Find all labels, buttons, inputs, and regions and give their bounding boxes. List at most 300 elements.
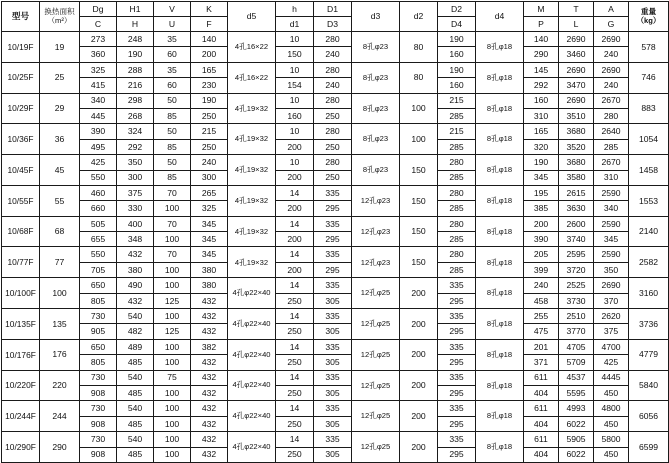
- d3-cell: 12孔φ25: [352, 278, 400, 309]
- D4-cell: 295: [438, 416, 476, 431]
- d3-cell: 12孔φ23: [352, 216, 400, 247]
- k-cell: 190: [191, 93, 228, 108]
- header-weight-line2: （kg）: [636, 15, 661, 25]
- table-row: [2, 124, 669, 139]
- h-cell: 432: [117, 293, 154, 308]
- m-cell: 611: [524, 432, 559, 447]
- area-cell: 45: [40, 155, 80, 186]
- weight-cell: 2582: [629, 247, 669, 278]
- D3-cell: 295: [314, 201, 352, 216]
- table-row-sub: [2, 47, 669, 62]
- D4-cell: 160: [438, 47, 476, 62]
- d5-cell: 4孔φ22×40: [228, 278, 276, 309]
- header-row-top: [2, 2, 669, 17]
- D4-cell: 295: [438, 385, 476, 400]
- u-cell: 60: [154, 47, 191, 62]
- h1-cell: 540: [117, 309, 154, 324]
- k-cell: 432: [191, 432, 228, 447]
- table-row-sub: [2, 385, 669, 400]
- d4-cell: 8孔φ18: [476, 278, 524, 309]
- v-cell: 100: [154, 339, 191, 354]
- D3-cell: 250: [314, 108, 352, 123]
- m-cell: 195: [524, 185, 559, 200]
- t-cell: 2690: [559, 32, 594, 47]
- D1-cell: 335: [314, 216, 352, 231]
- k-cell: 240: [191, 155, 228, 170]
- header-v: V: [154, 2, 191, 17]
- p-cell: 290: [524, 47, 559, 62]
- table-row-sub: [2, 78, 669, 93]
- weight-cell: 1458: [629, 155, 669, 186]
- v-cell: 70: [154, 247, 191, 262]
- a-cell: 4800: [594, 401, 629, 416]
- l-cell: 3740: [559, 232, 594, 247]
- dg-cell: 460: [80, 185, 117, 200]
- c-cell: 905: [80, 324, 117, 339]
- D2-cell: 335: [438, 278, 476, 293]
- hh-cell: 10: [276, 32, 314, 47]
- u-cell: 85: [154, 108, 191, 123]
- p-cell: 310: [524, 108, 559, 123]
- c-cell: 445: [80, 108, 117, 123]
- D4-cell: 285: [438, 170, 476, 185]
- d2-cell: 200: [400, 370, 438, 401]
- m-cell: 190: [524, 155, 559, 170]
- table-row: [2, 401, 669, 416]
- h1-cell: 490: [117, 278, 154, 293]
- d3-cell: 8孔φ23: [352, 155, 400, 186]
- a-cell: 4445: [594, 370, 629, 385]
- table-row-sub: [2, 262, 669, 277]
- hh-cell: 14: [276, 185, 314, 200]
- dg-cell: 730: [80, 401, 117, 416]
- t-cell: 2525: [559, 278, 594, 293]
- d2-cell: 150: [400, 155, 438, 186]
- k-cell: 215: [191, 124, 228, 139]
- l-cell: 3460: [559, 47, 594, 62]
- D1-cell: 335: [314, 247, 352, 262]
- d4-cell: 8孔φ18: [476, 339, 524, 370]
- table-row: [2, 32, 669, 47]
- v-cell: 100: [154, 278, 191, 293]
- m-cell: 205: [524, 247, 559, 262]
- l-cell: 3770: [559, 324, 594, 339]
- header-p: P: [524, 17, 559, 32]
- g-cell: 280: [594, 108, 629, 123]
- weight-cell: 746: [629, 62, 669, 93]
- header-l: L: [559, 17, 594, 32]
- u-cell: 100: [154, 385, 191, 400]
- D4-cell: 285: [438, 139, 476, 154]
- u-cell: 85: [154, 170, 191, 185]
- k-cell: 432: [191, 370, 228, 385]
- d1-cell: 200: [276, 201, 314, 216]
- k-cell: 432: [191, 401, 228, 416]
- header-h1: H1: [117, 2, 154, 17]
- m-cell: 165: [524, 124, 559, 139]
- D2-cell: 215: [438, 93, 476, 108]
- weight-cell: 2140: [629, 216, 669, 247]
- p-cell: 371: [524, 355, 559, 370]
- c-cell: 805: [80, 293, 117, 308]
- d5-cell: 4孔φ22×40: [228, 370, 276, 401]
- g-cell: 450: [594, 416, 629, 431]
- header-d2: d2: [400, 2, 438, 32]
- d5-cell: 4孔19×32: [228, 185, 276, 216]
- d3-cell: 12孔φ25: [352, 370, 400, 401]
- k-cell: 345: [191, 216, 228, 231]
- g-cell: 450: [594, 447, 629, 462]
- D2-cell: 280: [438, 247, 476, 262]
- weight-cell: 578: [629, 32, 669, 63]
- dg-cell: 550: [80, 247, 117, 262]
- t-cell: 4993: [559, 401, 594, 416]
- header-area: [40, 2, 80, 32]
- h-cell: 268: [117, 108, 154, 123]
- model-cell: 10/45F: [2, 155, 40, 186]
- m-cell: 140: [524, 32, 559, 47]
- d3-cell: 12孔φ25: [352, 432, 400, 463]
- g-cell: 310: [594, 170, 629, 185]
- a-cell: 2670: [594, 155, 629, 170]
- table-row: [2, 370, 669, 385]
- l-cell: 3720: [559, 262, 594, 277]
- v-cell: 100: [154, 432, 191, 447]
- D4-cell: 285: [438, 201, 476, 216]
- d3-cell: 12孔φ23: [352, 247, 400, 278]
- t-cell: 2690: [559, 93, 594, 108]
- d3-cell: 12孔φ23: [352, 185, 400, 216]
- h1-cell: 540: [117, 401, 154, 416]
- table-row-sub: [2, 170, 669, 185]
- d4-cell: 8孔φ18: [476, 401, 524, 432]
- header-dg: Dg: [80, 2, 117, 17]
- p-cell: 320: [524, 139, 559, 154]
- D3-cell: 305: [314, 416, 352, 431]
- model-cell: 10/77F: [2, 247, 40, 278]
- dg-cell: 650: [80, 278, 117, 293]
- f-cell: 230: [191, 78, 228, 93]
- table-row: [2, 339, 669, 354]
- table-row: [2, 278, 669, 293]
- model-cell: 10/244F: [2, 401, 40, 432]
- m-cell: 200: [524, 216, 559, 231]
- d3-cell: 8孔φ23: [352, 93, 400, 124]
- v-cell: 35: [154, 62, 191, 77]
- d1-cell: 250: [276, 293, 314, 308]
- D4-cell: 285: [438, 108, 476, 123]
- d5-cell: 4孔φ22×40: [228, 339, 276, 370]
- h1-cell: 540: [117, 370, 154, 385]
- D4-cell: 295: [438, 324, 476, 339]
- d4-cell: 8孔φ18: [476, 62, 524, 93]
- header-area-line1: 换热面积: [44, 6, 75, 16]
- D3-cell: 305: [314, 385, 352, 400]
- c-cell: 705: [80, 262, 117, 277]
- h-cell: 348: [117, 232, 154, 247]
- hh-cell: 14: [276, 370, 314, 385]
- f-cell: 432: [191, 447, 228, 462]
- f-cell: 250: [191, 108, 228, 123]
- a-cell: 2590: [594, 216, 629, 231]
- c-cell: 360: [80, 47, 117, 62]
- area-cell: 77: [40, 247, 80, 278]
- weight-cell: 883: [629, 93, 669, 124]
- d1-cell: 250: [276, 385, 314, 400]
- model-cell: 10/68F: [2, 216, 40, 247]
- header-weight: [629, 2, 669, 32]
- hh-cell: 14: [276, 216, 314, 231]
- k-cell: 345: [191, 247, 228, 262]
- header-c: C: [80, 17, 117, 32]
- a-cell: 2590: [594, 247, 629, 262]
- c-cell: 495: [80, 139, 117, 154]
- D2-cell: 280: [438, 216, 476, 231]
- area-cell: 25: [40, 62, 80, 93]
- D3-cell: 240: [314, 47, 352, 62]
- table-row-sub: [2, 139, 669, 154]
- f-cell: 432: [191, 324, 228, 339]
- model-cell: 10/19F: [2, 32, 40, 63]
- h-cell: 380: [117, 262, 154, 277]
- d4-cell: 8孔φ18: [476, 32, 524, 63]
- d3-cell: 8孔φ23: [352, 124, 400, 155]
- hh-cell: 14: [276, 309, 314, 324]
- d5-cell: 4孔φ22×40: [228, 401, 276, 432]
- dg-cell: 650: [80, 339, 117, 354]
- d4-cell: 8孔φ18: [476, 185, 524, 216]
- dg-cell: 390: [80, 124, 117, 139]
- c-cell: 908: [80, 416, 117, 431]
- d5-cell: 4孔φ22×40: [228, 309, 276, 340]
- header-area-line2: （m²）: [47, 15, 72, 25]
- v-cell: 70: [154, 185, 191, 200]
- d4-cell: 8孔φ18: [476, 432, 524, 463]
- weight-cell: 5840: [629, 370, 669, 401]
- d4-cell: 8孔φ18: [476, 309, 524, 340]
- c-cell: 660: [80, 201, 117, 216]
- g-cell: 340: [594, 201, 629, 216]
- d5-cell: 4孔19×32: [228, 216, 276, 247]
- d3-cell: 12孔φ25: [352, 309, 400, 340]
- area-cell: 19: [40, 32, 80, 63]
- d1-cell: 250: [276, 324, 314, 339]
- D3-cell: 305: [314, 324, 352, 339]
- h-cell: 190: [117, 47, 154, 62]
- g-cell: 240: [594, 47, 629, 62]
- d2-cell: 150: [400, 216, 438, 247]
- t-cell: 5905: [559, 432, 594, 447]
- d2-cell: 200: [400, 432, 438, 463]
- table-row-sub: [2, 293, 669, 308]
- g-cell: 345: [594, 232, 629, 247]
- k-cell: 140: [191, 32, 228, 47]
- u-cell: 100: [154, 447, 191, 462]
- c-cell: 550: [80, 170, 117, 185]
- g-cell: 375: [594, 324, 629, 339]
- d1-cell: 150: [276, 47, 314, 62]
- v-cell: 100: [154, 309, 191, 324]
- m-cell: 145: [524, 62, 559, 77]
- hh-cell: 10: [276, 62, 314, 77]
- t-cell: 2690: [559, 62, 594, 77]
- d1-cell: 154: [276, 78, 314, 93]
- u-cell: 125: [154, 293, 191, 308]
- model-cell: 10/176F: [2, 339, 40, 370]
- d4-cell: 8孔φ18: [476, 247, 524, 278]
- area-cell: 36: [40, 124, 80, 155]
- m-cell: 160: [524, 93, 559, 108]
- a-cell: 2690: [594, 62, 629, 77]
- l-cell: 6022: [559, 416, 594, 431]
- d2-cell: 100: [400, 93, 438, 124]
- a-cell: 2620: [594, 309, 629, 324]
- D1-cell: 335: [314, 401, 352, 416]
- p-cell: 404: [524, 385, 559, 400]
- h-cell: 485: [117, 385, 154, 400]
- l-cell: 3470: [559, 78, 594, 93]
- h1-cell: 350: [117, 155, 154, 170]
- d3-cell: 8孔φ23: [352, 62, 400, 93]
- p-cell: 475: [524, 324, 559, 339]
- D1-cell: 280: [314, 62, 352, 77]
- area-cell: 68: [40, 216, 80, 247]
- D2-cell: 190: [438, 32, 476, 47]
- area-cell: 244: [40, 401, 80, 432]
- area-cell: 100: [40, 278, 80, 309]
- D3-cell: 305: [314, 355, 352, 370]
- m-cell: 611: [524, 401, 559, 416]
- h1-cell: 324: [117, 124, 154, 139]
- h-cell: 485: [117, 447, 154, 462]
- v-cell: 50: [154, 124, 191, 139]
- D3-cell: 295: [314, 262, 352, 277]
- g-cell: 425: [594, 355, 629, 370]
- k-cell: 432: [191, 309, 228, 324]
- area-cell: 220: [40, 370, 80, 401]
- header-row-bottom: [2, 17, 669, 32]
- D1-cell: 280: [314, 93, 352, 108]
- d5-cell: 4孔19×32: [228, 124, 276, 155]
- h-cell: 292: [117, 139, 154, 154]
- m-cell: 611: [524, 370, 559, 385]
- d1-cell: 250: [276, 447, 314, 462]
- d1-cell: 200: [276, 262, 314, 277]
- dg-cell: 730: [80, 309, 117, 324]
- u-cell: 100: [154, 262, 191, 277]
- header-a: A: [594, 2, 629, 17]
- heat-exchanger-spec-table: [1, 1, 669, 463]
- t-cell: 2595: [559, 247, 594, 262]
- d1-cell: 250: [276, 416, 314, 431]
- D4-cell: 160: [438, 78, 476, 93]
- D4-cell: 295: [438, 447, 476, 462]
- D2-cell: 280: [438, 155, 476, 170]
- model-cell: 10/100F: [2, 278, 40, 309]
- a-cell: 2590: [594, 185, 629, 200]
- d4-cell: 8孔φ18: [476, 93, 524, 124]
- table-row: [2, 216, 669, 231]
- h-cell: 482: [117, 324, 154, 339]
- h1-cell: 540: [117, 432, 154, 447]
- D2-cell: 335: [438, 309, 476, 324]
- u-cell: 100: [154, 416, 191, 431]
- d5-cell: 4孔19×32: [228, 155, 276, 186]
- k-cell: 380: [191, 278, 228, 293]
- c-cell: 805: [80, 355, 117, 370]
- h1-cell: 432: [117, 247, 154, 262]
- hh-cell: 14: [276, 401, 314, 416]
- header-t: T: [559, 2, 594, 17]
- hh-cell: 10: [276, 155, 314, 170]
- f-cell: 345: [191, 232, 228, 247]
- l-cell: 3730: [559, 293, 594, 308]
- D3-cell: 305: [314, 293, 352, 308]
- model-cell: 10/29F: [2, 93, 40, 124]
- l-cell: 6022: [559, 447, 594, 462]
- weight-cell: 6056: [629, 401, 669, 432]
- h-cell: 216: [117, 78, 154, 93]
- table-row: [2, 309, 669, 324]
- table-row-sub: [2, 232, 669, 247]
- header-D2: D2: [438, 2, 476, 17]
- model-cell: 10/36F: [2, 124, 40, 155]
- table-header: [2, 2, 669, 32]
- g-cell: 370: [594, 293, 629, 308]
- table-row-sub: [2, 447, 669, 462]
- f-cell: 432: [191, 293, 228, 308]
- l-cell: 5709: [559, 355, 594, 370]
- table-row: [2, 432, 669, 447]
- f-cell: 432: [191, 385, 228, 400]
- D3-cell: 305: [314, 447, 352, 462]
- table-row: [2, 155, 669, 170]
- D1-cell: 280: [314, 124, 352, 139]
- hh-cell: 14: [276, 339, 314, 354]
- table-row-sub: [2, 201, 669, 216]
- D1-cell: 335: [314, 185, 352, 200]
- table-row-sub: [2, 355, 669, 370]
- t-cell: 3680: [559, 155, 594, 170]
- dg-cell: 325: [80, 62, 117, 77]
- t-cell: 2510: [559, 309, 594, 324]
- p-cell: 404: [524, 416, 559, 431]
- D2-cell: 335: [438, 401, 476, 416]
- weight-cell: 3160: [629, 278, 669, 309]
- f-cell: 432: [191, 416, 228, 431]
- h-cell: 300: [117, 170, 154, 185]
- a-cell: 2690: [594, 278, 629, 293]
- header-u: U: [154, 17, 191, 32]
- t-cell: 4537: [559, 370, 594, 385]
- D1-cell: 335: [314, 432, 352, 447]
- l-cell: 5595: [559, 385, 594, 400]
- f-cell: 250: [191, 139, 228, 154]
- h-cell: 485: [117, 355, 154, 370]
- header-D1: D1: [314, 2, 352, 17]
- D3-cell: 250: [314, 170, 352, 185]
- d4-cell: 8孔φ18: [476, 216, 524, 247]
- header-model: 型号: [2, 2, 40, 32]
- table-row-sub: [2, 108, 669, 123]
- v-cell: 35: [154, 32, 191, 47]
- m-cell: 240: [524, 278, 559, 293]
- m-cell: 201: [524, 339, 559, 354]
- d5-cell: 4孔16×22: [228, 32, 276, 63]
- header-d3: d3: [352, 2, 400, 32]
- k-cell: 165: [191, 62, 228, 77]
- dg-cell: 505: [80, 216, 117, 231]
